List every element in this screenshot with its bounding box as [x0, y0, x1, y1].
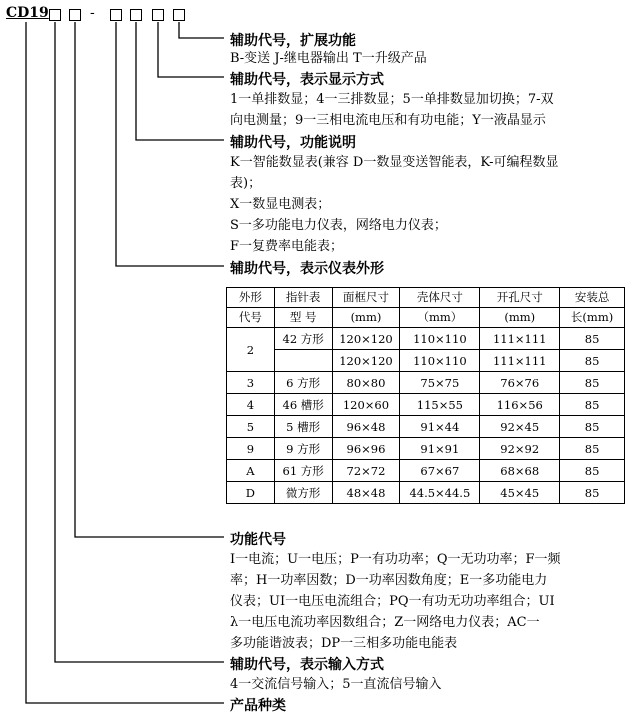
- cell-cutout-size: 111×111: [480, 350, 560, 372]
- header-cutout-unit: (mm): [480, 308, 560, 328]
- cell-install-length: 85: [560, 416, 625, 438]
- heading-product-type: 产品种类: [230, 698, 286, 714]
- cell-cutout-size: 92×45: [480, 416, 560, 438]
- cell-frame-size: 96×48: [332, 416, 400, 438]
- cell-frame-size: 72×72: [332, 460, 400, 482]
- model-code-prefix: CD19: [6, 5, 49, 21]
- cell-shell-size: 67×67: [400, 460, 480, 482]
- cell-pointer-type: 6 方形: [274, 372, 332, 394]
- desc-function-code-1: I一电流；U一电压；P一有功功率；Q一无功功率；F一频: [230, 552, 561, 567]
- desc-function-note-5: F一复费率电能表；: [230, 239, 344, 254]
- cell-shell-size: 91×91: [400, 438, 480, 460]
- cell-shape-code: D: [227, 482, 275, 504]
- cell-install-length: 85: [560, 350, 625, 372]
- code-dash: -: [90, 5, 95, 21]
- cell-cutout-size: 92×92: [480, 438, 560, 460]
- cell-shell-size: 110×110: [400, 328, 480, 350]
- header-shape-code-2: 代号: [227, 308, 275, 328]
- cell-shape-code: 3: [227, 372, 275, 394]
- cell-pointer-type: 微方形: [274, 482, 332, 504]
- cell-install-length: 85: [560, 394, 625, 416]
- cell-frame-size: 48×48: [332, 482, 400, 504]
- table-header-row: [227, 288, 625, 308]
- header-frame-unit: (mm): [332, 308, 400, 328]
- table-row: [227, 482, 625, 504]
- cell-shell-size: 75×75: [400, 372, 480, 394]
- table-row: [227, 416, 625, 438]
- desc-function-note-3: X一数显电测表；: [230, 197, 331, 212]
- table-row: [227, 328, 625, 350]
- cell-frame-size: 80×80: [332, 372, 400, 394]
- cell-install-length: 85: [560, 438, 625, 460]
- table-row: [227, 372, 625, 394]
- header-install-length: 安装总: [560, 288, 625, 308]
- cell-frame-size: 120×120: [332, 350, 400, 372]
- heading-function-note: 辅助代号，功能说明: [230, 135, 356, 151]
- desc-function-code-3: 仪表；UI一电压电流组合；PQ一有功无功功率组合；UI: [230, 594, 555, 609]
- heading-instrument-shape: 辅助代号，表示仪表外形: [230, 261, 384, 277]
- header-shape-code: 外形: [227, 288, 275, 308]
- cell-pointer-type: 61 方形: [274, 460, 332, 482]
- header-shell-size: 壳体尺寸: [400, 288, 480, 308]
- desc-function-code-2: 率；H一功率因数；D一功率因数角度；E一多功能电力: [230, 573, 548, 588]
- desc-extended-function: B-变送 J-继电器输出 T一升级产品: [230, 51, 427, 66]
- cell-install-length: 85: [560, 372, 625, 394]
- cell-shape-code: 4: [227, 394, 275, 416]
- heading-display-mode: 辅助代号，表示显示方式: [230, 72, 384, 88]
- desc-input-mode: 4一交流信号输入；5一直流信号输入: [230, 677, 442, 692]
- table-row: [227, 394, 625, 416]
- cell-shell-size: 44.5×44.5: [400, 482, 480, 504]
- cell-shell-size: 110×110: [400, 350, 480, 372]
- desc-function-note-2: 表)；: [230, 176, 262, 191]
- cell-shape-code: 2: [227, 328, 275, 372]
- desc-function-code-4: λ一电压电流功率因数组合；Z一网络电力仪表；AC一: [230, 615, 540, 630]
- header-cutout-size: 开孔尺寸: [480, 288, 560, 308]
- heading-function-code: 功能代号: [230, 532, 286, 548]
- desc-function-note-1: K一智能数显表(兼容 D一数显变送智能表，K-可编程数显: [230, 155, 559, 170]
- cell-frame-size: 120×60: [332, 394, 400, 416]
- desc-display-mode-2: 向电测量；9一三相电流电压和有功电能；Y一液晶显示: [230, 113, 546, 128]
- table-row: [227, 350, 625, 372]
- cell-shape-code: A: [227, 460, 275, 482]
- cell-pointer-type: 5 槽形: [274, 416, 332, 438]
- header-install-length-2: 长(mm): [560, 308, 625, 328]
- cell-shape-code: 9: [227, 438, 275, 460]
- cell-pointer-type: [274, 350, 332, 372]
- cell-cutout-size: 116×56: [480, 394, 560, 416]
- cell-install-length: 85: [560, 460, 625, 482]
- cell-frame-size: 120×120: [332, 328, 400, 350]
- cell-install-length: 85: [560, 482, 625, 504]
- heading-extended-function: 辅助代号，扩展功能: [230, 33, 356, 49]
- desc-display-mode-1: 1一单排数显；4一三排数显；5一单排数显加切换；7-双: [230, 92, 554, 107]
- header-frame-size: 面框尺寸: [332, 288, 400, 308]
- cell-install-length: 85: [560, 328, 625, 350]
- heading-input-mode: 辅助代号，表示输入方式: [230, 657, 384, 673]
- desc-function-code-5: 多功能谐波表；DP一三相多功能电能表: [230, 636, 458, 651]
- dimensions-table: [226, 287, 625, 504]
- cell-frame-size: 96×96: [332, 438, 400, 460]
- cell-pointer-type: 9 方形: [274, 438, 332, 460]
- header-shell-unit: （mm）: [400, 308, 480, 328]
- table-header-row: [227, 308, 625, 328]
- cell-cutout-size: 111×111: [480, 328, 560, 350]
- header-pointer-type: 指针表: [274, 288, 332, 308]
- cell-cutout-size: 45×45: [480, 482, 560, 504]
- cell-pointer-type: 42 方形: [274, 328, 332, 350]
- cell-shell-size: 91×44: [400, 416, 480, 438]
- cell-cutout-size: 68×68: [480, 460, 560, 482]
- cell-shell-size: 115×55: [400, 394, 480, 416]
- table-row: [227, 438, 625, 460]
- desc-function-note-4: S一多功能电力仪表，网络电力仪表；: [230, 218, 447, 233]
- table-row: [227, 460, 625, 482]
- cell-pointer-type: 46 槽形: [274, 394, 332, 416]
- cell-cutout-size: 76×76: [480, 372, 560, 394]
- header-pointer-type-2: 型 号: [274, 308, 332, 328]
- cell-shape-code: 5: [227, 416, 275, 438]
